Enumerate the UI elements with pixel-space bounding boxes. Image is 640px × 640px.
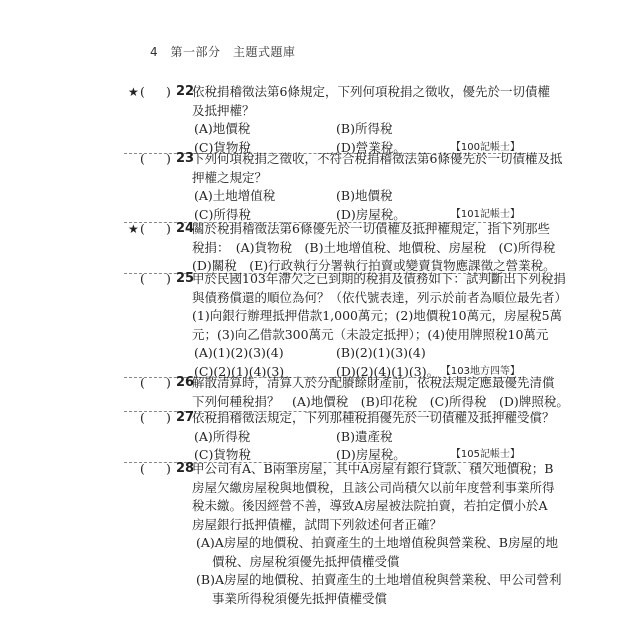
option-d: (D)營業稅。 bbox=[336, 139, 406, 155]
question-stem: 下列何種稅捐？ (A)地價稅 (B)印花稅 (C)所得稅 (D)牌照稅。 bbox=[192, 393, 569, 409]
question-stem: 下列何項稅捐之徵收，不符合稅捐稽徵法第6條優先於一切債權及抵 bbox=[192, 151, 563, 166]
question-stem: 關於稅捐稽徵法第6條優先於一切債權及抵押權規定，指下列那些 bbox=[192, 221, 550, 236]
question-number: 27 bbox=[176, 410, 195, 425]
option-d: (D)房屋稅。 bbox=[336, 206, 406, 222]
question-stem: 稅未繳。後因經營不善，導致A房屋被法院拍賣，若拍定價小於A bbox=[192, 498, 548, 513]
star-mark: ★ bbox=[128, 222, 139, 236]
exam-source-tag: 【100記帳士】 bbox=[450, 141, 520, 153]
question-stem: (D)關稅 (E)行政執行分署執行拍賣或變賣貨物應課徵之營業稅。 bbox=[192, 258, 556, 273]
question-number: 25 bbox=[176, 271, 195, 286]
question-number: 28 bbox=[176, 461, 195, 476]
question-stem: 稅捐： (A)貨物稅 (B)土地增值稅、地價稅、房屋稅 (C)所得稅 bbox=[192, 239, 556, 255]
question-stem: 甲於民國103年滯欠之已到期的稅捐及債務如下：試判斷出下列稅捐 bbox=[192, 271, 566, 286]
section-title: 第一部分 主題式題庫 bbox=[170, 45, 296, 59]
options-row bbox=[194, 344, 526, 363]
options-row bbox=[194, 428, 526, 447]
option-a: (A)土地增值稅 bbox=[194, 188, 276, 203]
option-d: (D)(2)(4)(1)(3)。 bbox=[336, 363, 440, 379]
option-b: (B)遺產稅 bbox=[336, 428, 393, 444]
star-mark: ★ bbox=[128, 85, 139, 99]
question-stem: 及抵押權？ bbox=[192, 102, 255, 118]
question-number: 23 bbox=[176, 151, 195, 166]
option-b: (B)A房屋的地價稅、拍賣產生的土地增值稅與營業稅、甲公司營利 事業所得稅須優先抵押債權受償 bbox=[196, 572, 562, 606]
question-stem: 與債務償還的順位為何？（依代號表達，列示於前者為順位最先者） bbox=[192, 289, 568, 305]
option-a: (A)地價稅 bbox=[194, 121, 251, 136]
question-26: ( ) 26 解散清算時，清算人於分配賸餘財產前，依稅法規定應最優先清償 下列何種稅捐？ (A)地價稅 (B)印花稅 (C)所得稅 (D)牌照稅。 bbox=[128, 374, 526, 411]
page-number: 4 bbox=[150, 45, 159, 59]
option-c: (C)貨物稅 bbox=[194, 139, 251, 155]
option-b: (B)所得稅 bbox=[336, 121, 393, 136]
question-stem: 房屋欠繳房屋稅與地價稅，且該公司尚積欠以前年度營利事業所得 bbox=[192, 479, 555, 495]
question-stem: 解散清算時，清算人於分配賸餘財產前，依稅法規定應最優先清償 bbox=[192, 375, 555, 390]
option-b: (B)地價稅 bbox=[336, 188, 393, 203]
page-header bbox=[150, 43, 295, 60]
question-22: ★ ( ) 22 依稅捐稽徵法第6條規定，下列何項稅捐之徵收，優先於一切債權 及抵押權？ (A)地價稅 (B)所得稅 (C)貨物稅 (D)營業稅。 【100記帳士】 bbox=[128, 83, 526, 157]
option-c: (C)所得稅 bbox=[194, 206, 251, 222]
exam-source-tag: 【103地方四等】 bbox=[440, 365, 520, 377]
question-stem: 甲公司有A、B兩筆房屋，其中A房屋有銀行貸款、積欠地價稅；B bbox=[192, 461, 554, 476]
options-row bbox=[194, 120, 526, 139]
question-stem: (1)向銀行辦理抵押借款1,000萬元；(2)地價稅10萬元，房屋稅5萬 bbox=[192, 308, 563, 323]
option-a: (A)所得稅 bbox=[194, 428, 251, 444]
options-row bbox=[194, 187, 526, 206]
question-number: 26 bbox=[176, 375, 195, 390]
question-28: ( ) 28 甲公司有A、B兩筆房屋，其中A房屋有銀行貸款、積欠地價稅；B 房屋欠繳房屋稅與地價稅，且該公司尚積欠以前年度營利事業所得 稅未繳。後因經營不善，導致A房屋被法院拍賣，若拍定價小於A 房屋銀行抵押債權，試問下列敘述何者正確？ (A)A房屋的地價稅、拍賣產生的土地增值稅與營業稅、B房屋的地 價稅、房屋稅須優先抵押債權受償 (B)A房屋的地價稅、拍賣產生的土地增值稅與營業稅、甲公司營利 事業所得稅須優先抵押債權受償 bbox=[128, 460, 526, 608]
question-25: ( ) 25 甲於民國103年滯欠之已到期的稅捐及債務如下：試判斷出下列稅捐 與債務償還的順位為何？（依代號表達，列示於前者為順位最先者） (1)向銀行辦理抵押借款1,000萬元；(2)地價稅10萬元，房屋稅5萬 元；(3)向乙借款300萬元（未設定抵押）；(4)使用牌照稅10萬元 (A)(1)(2)(3)(4) (B)(2)(1)(3)(4) (C)(2)(1)(4)(3) (D)(2)(4)(1)(3)。 【103地方四等】 bbox=[128, 270, 526, 381]
question-number: 24 bbox=[176, 221, 195, 236]
option-d: (D)房屋稅。 bbox=[336, 447, 406, 462]
exam-source-tag: 【105記帳士】 bbox=[450, 449, 520, 460]
question-stem: 房屋銀行抵押債權，試問下列敘述何者正確？ bbox=[192, 516, 443, 532]
question-number: 22 bbox=[176, 84, 195, 99]
question-27: ( ) 27 依稅捐稽徵法規定，下列那種稅捐優先於一切債權及抵押權受償？ (A)所得稅 (B)遺產稅 (C)貨物稅 (D)房屋稅。 【105記帳士】 bbox=[128, 409, 526, 465]
question-24: ★ ( ) 24 關於稅捐稽徵法第6條優先於一切債權及抵押權規定，指下列那些 稅捐： (A)貨物稅 (B)土地增值稅、地價稅、房屋稅 (C)所得稅 (D)關稅 (E)行政執行分署執行拍賣或變賣貨物應課徵之營業稅。 bbox=[128, 220, 526, 276]
exam-source-tag: 【101記帳士】 bbox=[450, 208, 520, 220]
question-stem: 元；(3)向乙借款300萬元（未設定抵押）；(4)使用牌照稅10萬元 bbox=[192, 326, 549, 342]
option-a: (A)A房屋的地價稅、拍賣產生的土地增值稅與營業稅、B房屋的地 價稅、房屋稅須優先抵押債權受償 bbox=[196, 535, 558, 569]
option-a: (A)(1)(2)(3)(4) bbox=[194, 345, 284, 360]
option-b: (B)(2)(1)(3)(4) bbox=[336, 345, 426, 360]
question-stem: 依稅捐稽徵法第6條規定，下列何項稅捐之徵收，優先於一切債權 bbox=[192, 84, 550, 99]
question-stem: 依稅捐稽徵法規定，下列那種稅捐優先於一切債權及抵押權受償？ bbox=[192, 410, 555, 425]
question-23: ( ) 23 下列何項稅捐之徵收，不符合稅捐稽徵法第6條優先於一切債權及抵 押權之規定？ (A)土地增值稅 (B)地價稅 (C)所得稅 (D)房屋稅。 【101記帳士】 bbox=[128, 150, 526, 224]
question-stem: 押權之規定？ bbox=[192, 169, 268, 185]
option-c: (C)(2)(1)(4)(3) bbox=[194, 363, 285, 379]
option-c: (C)貨物稅 bbox=[194, 447, 251, 462]
